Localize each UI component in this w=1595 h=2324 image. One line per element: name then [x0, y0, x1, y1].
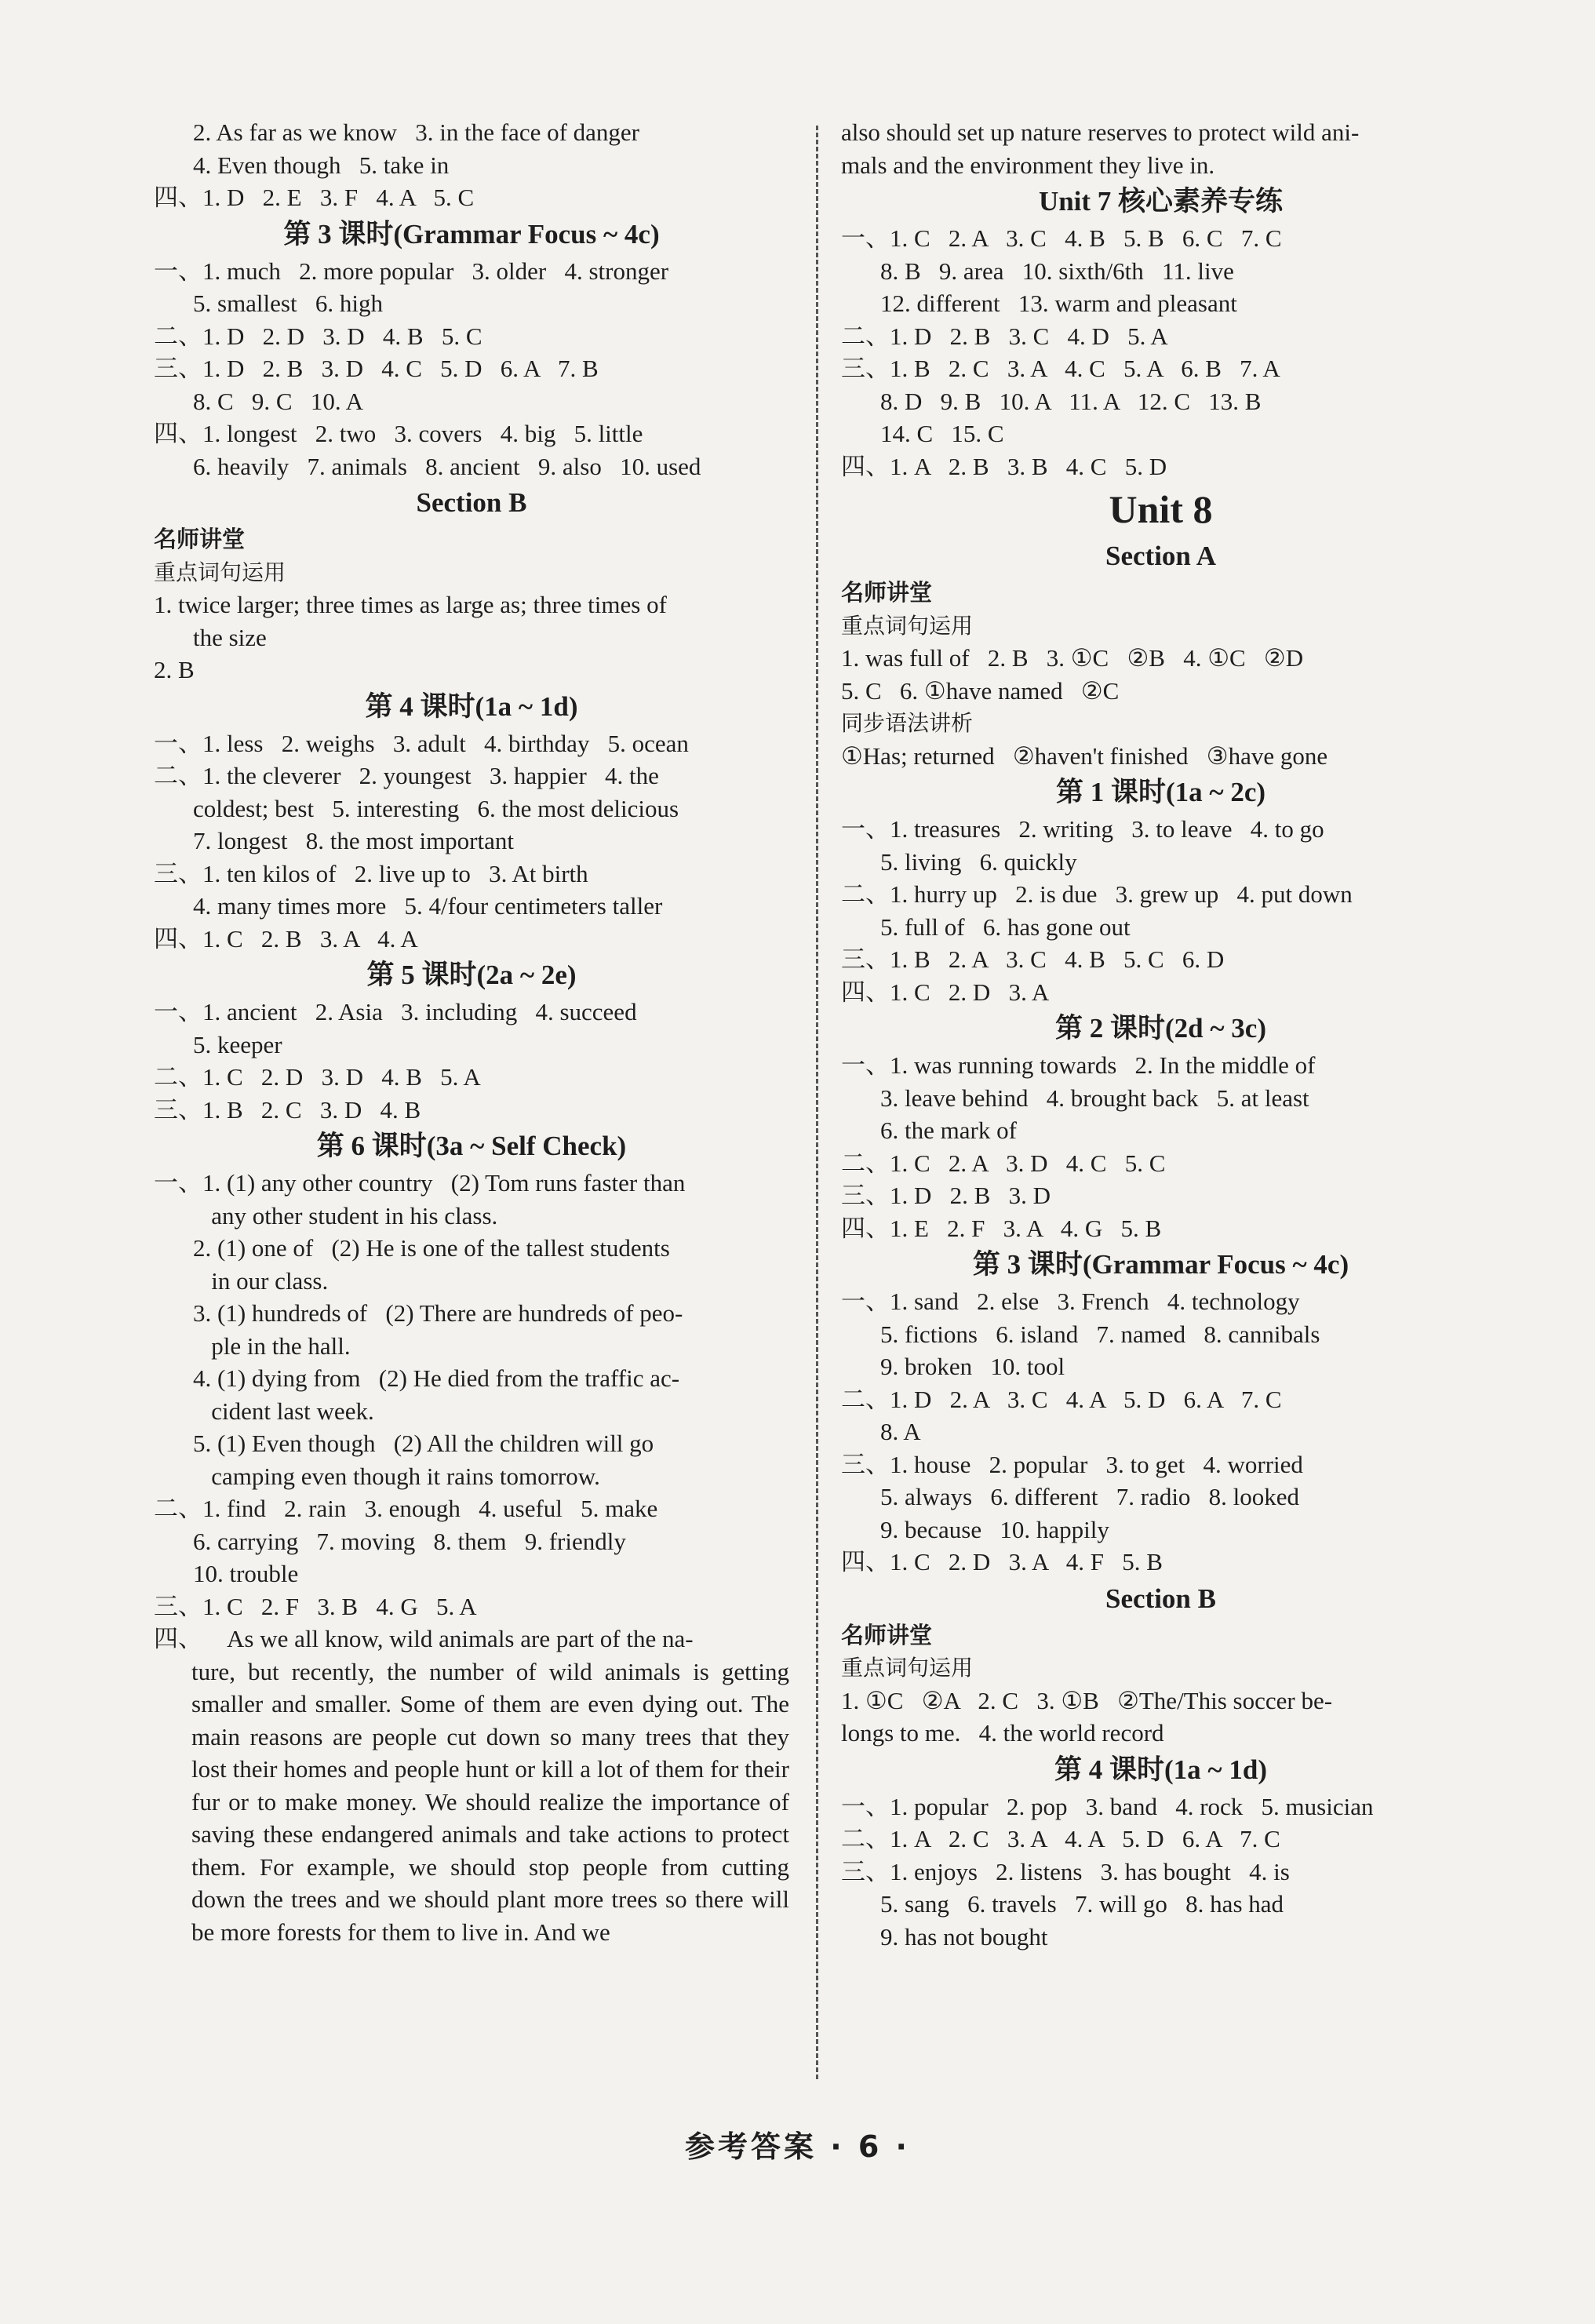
answer-line: 一、1. was running towards 2. In the middle of [841, 1051, 1316, 1079]
answer-line: 二、1. hurry up 2. is due 3. grew up 4. put down [841, 880, 1353, 908]
answer-line: 四、1. E 2. F 3. A 4. G 5. B [841, 1214, 1162, 1242]
answer-line: 一、1. treasures 2. writing 3. to leave 4. to go [841, 815, 1324, 843]
answer-line: 三、1. enjoys 2. listens 3. has bought 4. is [841, 1857, 1290, 1885]
answer-line: longs to me. 4. the world record [841, 1719, 1164, 1747]
answer-line: 4. many times more 5. 4/four centimeters taller [193, 892, 663, 920]
subheading: 名师讲堂 [841, 1621, 933, 1648]
answer-line: ①Has; returned ②haven't finished ③have gone [841, 741, 1328, 770]
essay-paragraph: ture, but recently, the number of wild animals is getting smaller and smaller. Some of them are even dying out. The main reasons are people cut down so many trees that they lost their homes and people hunt or kill a lot of them for their fur or to make money. We should realize the importance of saving these endangered animals and take actions to protect them. For example, we should stop people from cutting down the trees and we should plant more trees so there will be more forests for them to live in. And we [191, 1657, 789, 1946]
answer-line: 5. full of 6. has gone out [880, 912, 1131, 941]
answer-line: 三、1. D 2. B 3. D [841, 1182, 1051, 1209]
answer-line: 7. longest 8. the most important [193, 827, 514, 854]
answer-line: 3. (1) hundreds of (2) There are hundreds of peo- [193, 1299, 683, 1327]
answer-line: 四、1. C 2. D 3. A [841, 978, 1050, 1006]
answer-line: 5. C 6. ①have named ②C [841, 676, 1120, 705]
answer-line: 三、1. C 2. F 3. B 4. G 5. A [154, 1592, 477, 1620]
subheading: 同步语法讲析 [841, 710, 974, 736]
answer-line: 一、1. (1) any other country (2) Tom runs faster than [154, 1169, 686, 1197]
answer-line: 6. the mark of [880, 1116, 1017, 1144]
answer-line: 三、1. B 2. C 3. D 4. B [154, 1095, 421, 1124]
subheading: 重点词句运用 [154, 559, 286, 585]
section-heading: 第 2 课时(2d ~ 3c) [1054, 1013, 1266, 1044]
section-heading: Section B [1105, 1583, 1216, 1614]
subheading: 名师讲堂 [154, 526, 246, 552]
answer-line: 14. C 15. C [880, 420, 1004, 447]
answer-line: 5. (1) Even though (2) All the children will go [193, 1430, 654, 1457]
answer-line: 5. smallest 6. high [193, 290, 383, 317]
answer-line: 二、1. D 2. D 3. D 4. B 5. C [154, 322, 483, 350]
answer-line: 1. was full of 2. B 3. ①C ②B 4. ①C ②D [841, 644, 1304, 672]
subheading: 重点词句运用 [841, 1655, 974, 1681]
answer-line: 二、1. find 2. rain 3. enough 4. useful 5. make [154, 1495, 658, 1522]
answer-line: 8. A [880, 1418, 921, 1445]
answer-line: 8. D 9. B 10. A 11. A 12. C 13. B [880, 387, 1262, 415]
answer-line: the size [193, 623, 267, 651]
answer-line: in our class. [193, 1266, 329, 1295]
answer-line: 3. leave behind 4. brought back 5. at least [880, 1084, 1309, 1112]
answer-line: 一、1. popular 2. pop 3. band 4. rock 5. musician [841, 1792, 1374, 1820]
answer-line: 三、1. house 2. popular 3. to get 4. worried [841, 1450, 1303, 1478]
answer-line: coldest; best 5. interesting 6. the most delicious [193, 794, 679, 822]
answer-line: any other student in his class. [193, 1201, 498, 1229]
section-heading: 第 4 课时(1a ~ 1d) [1054, 1754, 1267, 1785]
answer-line: 10. trouble [193, 1560, 299, 1587]
section-heading: 第 4 课时(1a ~ 1d) [365, 690, 578, 722]
answer-line: 5. sang 6. travels 7. will go 8. has had [880, 1890, 1284, 1918]
answer-line: 12. different 13. warm and pleasant [880, 290, 1237, 317]
answer-line: 二、1. D 2. B 3. C 4. D 5. A [841, 322, 1168, 350]
answer-line: 一、1. less 2. weighs 3. adult 4. birthday 5. ocean [154, 729, 689, 757]
answer-line: 二、1. A 2. C 3. A 4. A 5. D 6. A 7. C [841, 1825, 1280, 1852]
answer-line: 9. because 10. happily [880, 1515, 1109, 1543]
answer-line: 四、1. A 2. B 3. B 4. C 5. D [841, 452, 1167, 480]
section-heading: 第 1 课时(1a ~ 2c) [1055, 777, 1266, 807]
section-heading: 第 3 课时(Grammar Focus ~ 4c) [972, 1249, 1349, 1280]
answer-line: camping even though it rains tomorrow. [193, 1462, 600, 1490]
answer-line: 9. has not bought [880, 1922, 1048, 1951]
answer-line: 8. C 9. C 10. A [193, 387, 364, 415]
answer-line: 6. heavily 7. animals 8. ancient 9. also 10. used [193, 452, 701, 480]
answer-line: 6. carrying 7. moving 8. them 9. friendly [193, 1527, 626, 1555]
answer-line: 四、1. C 2. B 3. A 4. A [154, 924, 418, 953]
answer-line: 一、1. sand 2. else 3. French 4. technology [841, 1288, 1300, 1315]
answer-line: 2. (1) one of (2) He is one of the tallest students [193, 1234, 670, 1262]
answer-line: 四、1. C 2. D 3. A 4. F 5. B [841, 1548, 1163, 1575]
answer-line: 一、1. ancient 2. Asia 3. including 4. succeed [154, 998, 637, 1025]
section-heading: Unit 8 [1109, 487, 1213, 531]
page-footer: 参考答案 · 6 · [684, 2129, 910, 2164]
answer-line: 二、1. D 2. A 3. C 4. A 5. D 6. A 7. C [841, 1385, 1282, 1413]
section-heading: Section A [1105, 541, 1216, 571]
answer-line: 1. ①C ②A 2. C 3. ①B ②The/This soccer be- [841, 1686, 1333, 1714]
answer-line: 二、1. C 2. A 3. D 4. C 5. C [841, 1149, 1166, 1177]
answer-line: mals and the environment they live in. [841, 151, 1215, 179]
answer-line: 8. B 9. area 10. sixth/6th 11. live [880, 257, 1234, 285]
answer-line: 三、1. B 2. C 3. A 4. C 5. A 6. B 7. A [841, 355, 1280, 382]
section-heading: Unit 7 核心素养专练 [1038, 186, 1284, 217]
answer-line: 5. fictions 6. island 7. named 8. cannibals [880, 1320, 1320, 1348]
subheading: 名师讲堂 [841, 579, 933, 606]
answer-line: 5. living 6. quickly [880, 847, 1077, 876]
answer-line: 5. always 6. different 7. radio 8. looked [880, 1483, 1300, 1510]
answer-line: 1. twice larger; three times as large as; three times of [154, 591, 667, 618]
answer-line: 2. B [154, 656, 195, 683]
answer-line: 一、1. much 2. more popular 3. older 4. stronger [154, 257, 669, 285]
answer-line: 二、1. the cleverer 2. youngest 3. happier 4. the [154, 762, 659, 789]
answer-line: 9. broken 10. tool [880, 1353, 1065, 1380]
answer-line: 三、1. B 2. A 3. C 4. B 5. C 6. D [841, 945, 1225, 973]
answer-line: 三、1. D 2. B 3. D 4. C 5. D 6. A 7. B [154, 355, 599, 382]
right-column [841, 116, 1480, 1953]
answer-line: 四、1. longest 2. two 3. covers 4. big 5. little [154, 420, 643, 447]
section-heading: 第 5 课时(2a ~ 2e) [366, 960, 577, 990]
answer-line: ple in the hall. [193, 1331, 351, 1360]
answer-line: 4. Even though 5. take in [193, 151, 450, 179]
answer-line: 二、1. C 2. D 3. D 4. B 5. A [154, 1063, 481, 1091]
subheading: 重点词句运用 [841, 612, 974, 639]
answer-line: 4. (1) dying from (2) He died from the traffic ac- [193, 1364, 680, 1392]
answer-line: 三、1. ten kilos of 2. live up to 3. At birth [154, 859, 588, 887]
section-heading: 第 3 课时(Grammar Focus ~ 4c) [283, 218, 660, 250]
answer-line: 5. keeper [193, 1030, 282, 1058]
answer-line: 四、1. D 2. E 3. F 4. A 5. C [154, 184, 475, 211]
column-divider [816, 126, 818, 2079]
left-column [154, 116, 789, 1948]
answer-line: cident last week. [193, 1397, 374, 1425]
answer-line: 2. As far as we know 3. in the face of danger [193, 118, 640, 146]
answer-line: 四、 As we all know, wild animals are part of the na- [154, 1625, 694, 1652]
section-heading: 第 6 课时(3a ~ Self Check) [316, 1131, 627, 1161]
answer-line: also should set up nature reserves to protect wild ani- [841, 118, 1360, 146]
section-heading: Section B [416, 487, 527, 518]
answer-line: 一、1. C 2. A 3. C 4. B 5. B 6. C 7. C [841, 224, 1282, 252]
